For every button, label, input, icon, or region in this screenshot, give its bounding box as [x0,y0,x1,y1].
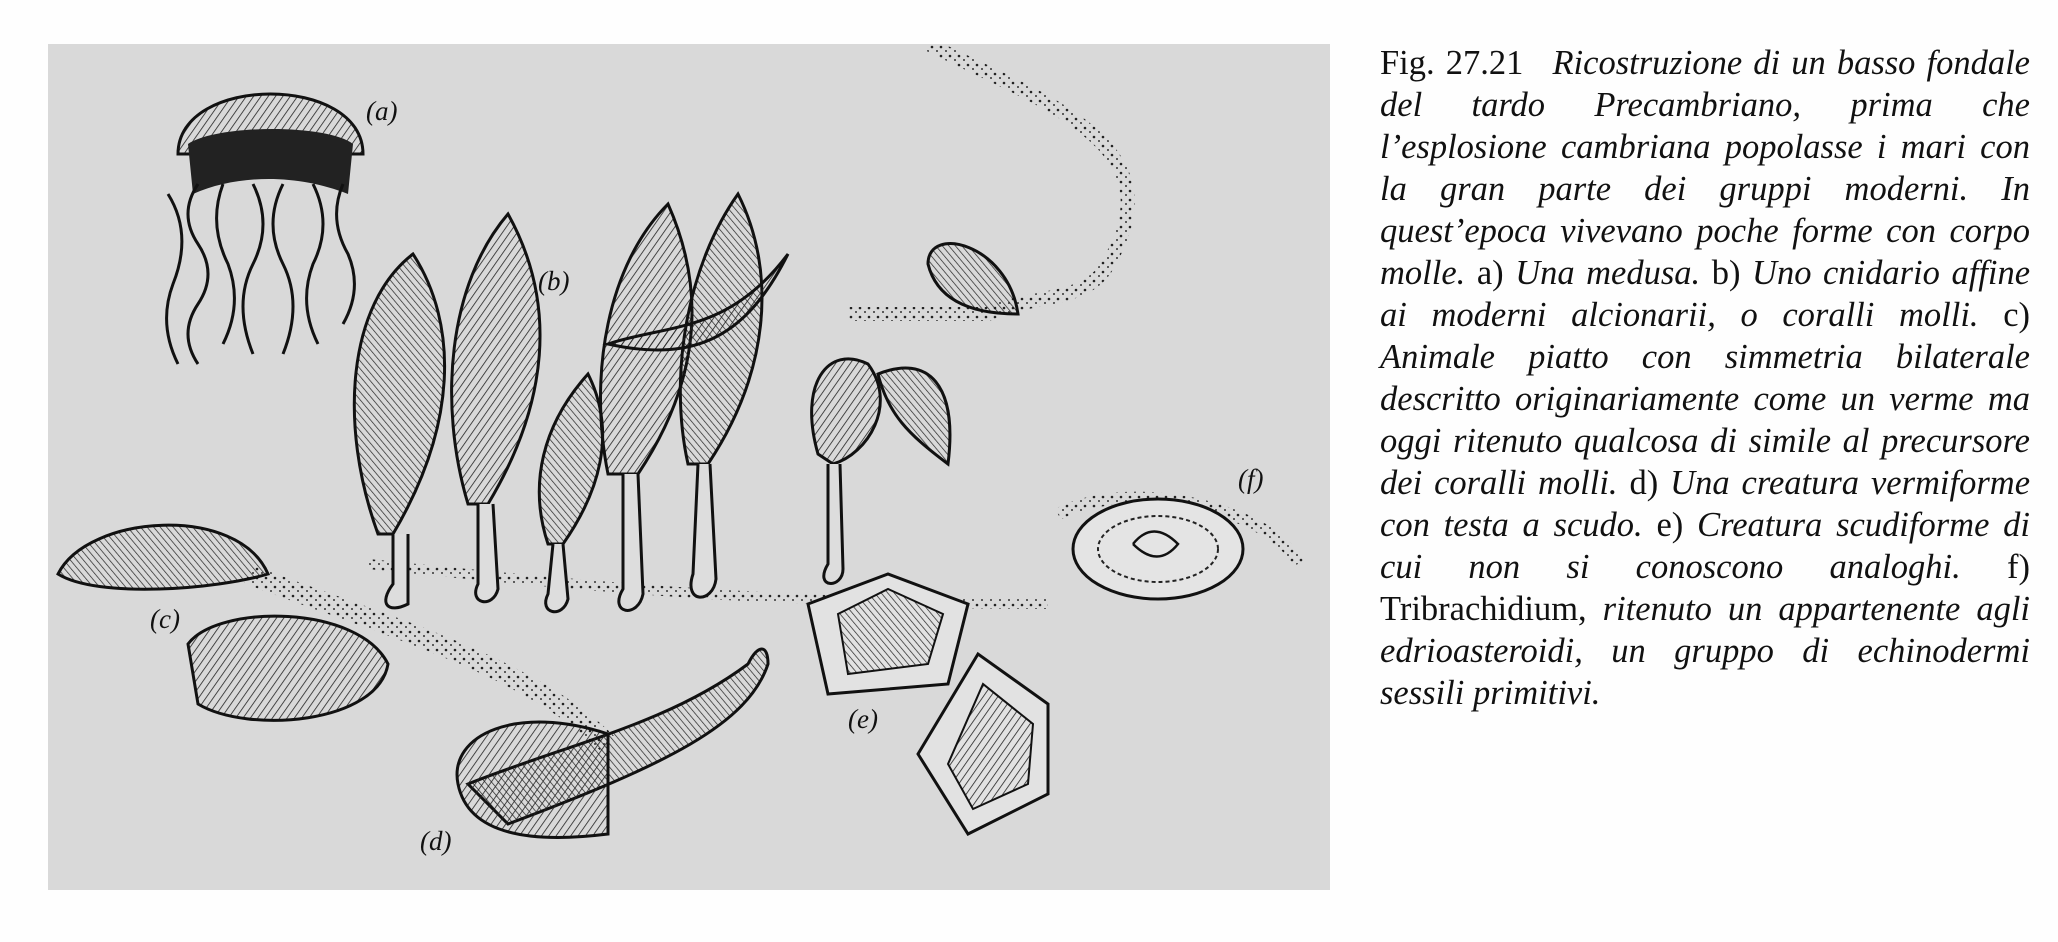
caption-marker-b: b) [1711,254,1741,292]
caption-text-b: Uno cnidario affine ai moderni alcionarii, o coralli molli. [1380,254,2031,334]
caption-marker-d: d) [1629,464,1659,502]
precambrian-seafloor-drawing [48,44,1330,890]
figure-number: Fig. 27.21 [1380,44,1524,82]
jellyfish-drawing [167,94,363,364]
caption-marker-e: e) [1656,506,1684,544]
figure-caption [1380,42,2030,714]
caption-text-c: Animale piatto con simmetria bilaterale descritto originariamente come un verme ma oggi ritenuto qualcosa di simile al precursore dei coralli molli. [1380,338,2030,502]
flat-animal-drawing [58,525,388,720]
caption-marker-f: f) Tribrachidium, [1380,548,2030,628]
label-c: (c) [150,604,180,634]
caption-marker-a: a) [1476,254,1504,292]
label-a: (a) [366,96,398,126]
caption-intro: Ricostruzione di un basso fondale del tardo Precambriano, prima che l’esplosione cambriana popolasse i mari con la gran parte dei gruppi moderni. In quest’epoca vivevano poche forme con corpo molle. [1380,44,2030,292]
caption-text-e: Creatura scudiforme di cui non si conoscono analoghi. [1380,506,2030,586]
caption-text-f: ritenuto un appartenente agli edrioasteroidi, un gruppo di echinodermi sessili primitivi. [1380,590,2031,712]
soft-coral-fronds [354,194,950,612]
shield-creature-drawing [808,574,1048,834]
small-frond-drawing [928,244,1018,314]
label-d: (d) [420,826,452,856]
label-e: (e) [848,704,878,734]
tribrachidium-drawing [1073,499,1243,599]
caption-text-a: Una medusa. [1515,254,1701,292]
label-f: (f) [1238,464,1264,494]
figure-illustration [48,44,1330,890]
label-b: (b) [538,266,570,296]
caption-marker-c: c) [2003,296,2031,334]
caption-text-d: Una creatura vermiforme con testa a scudo. [1380,464,2031,544]
